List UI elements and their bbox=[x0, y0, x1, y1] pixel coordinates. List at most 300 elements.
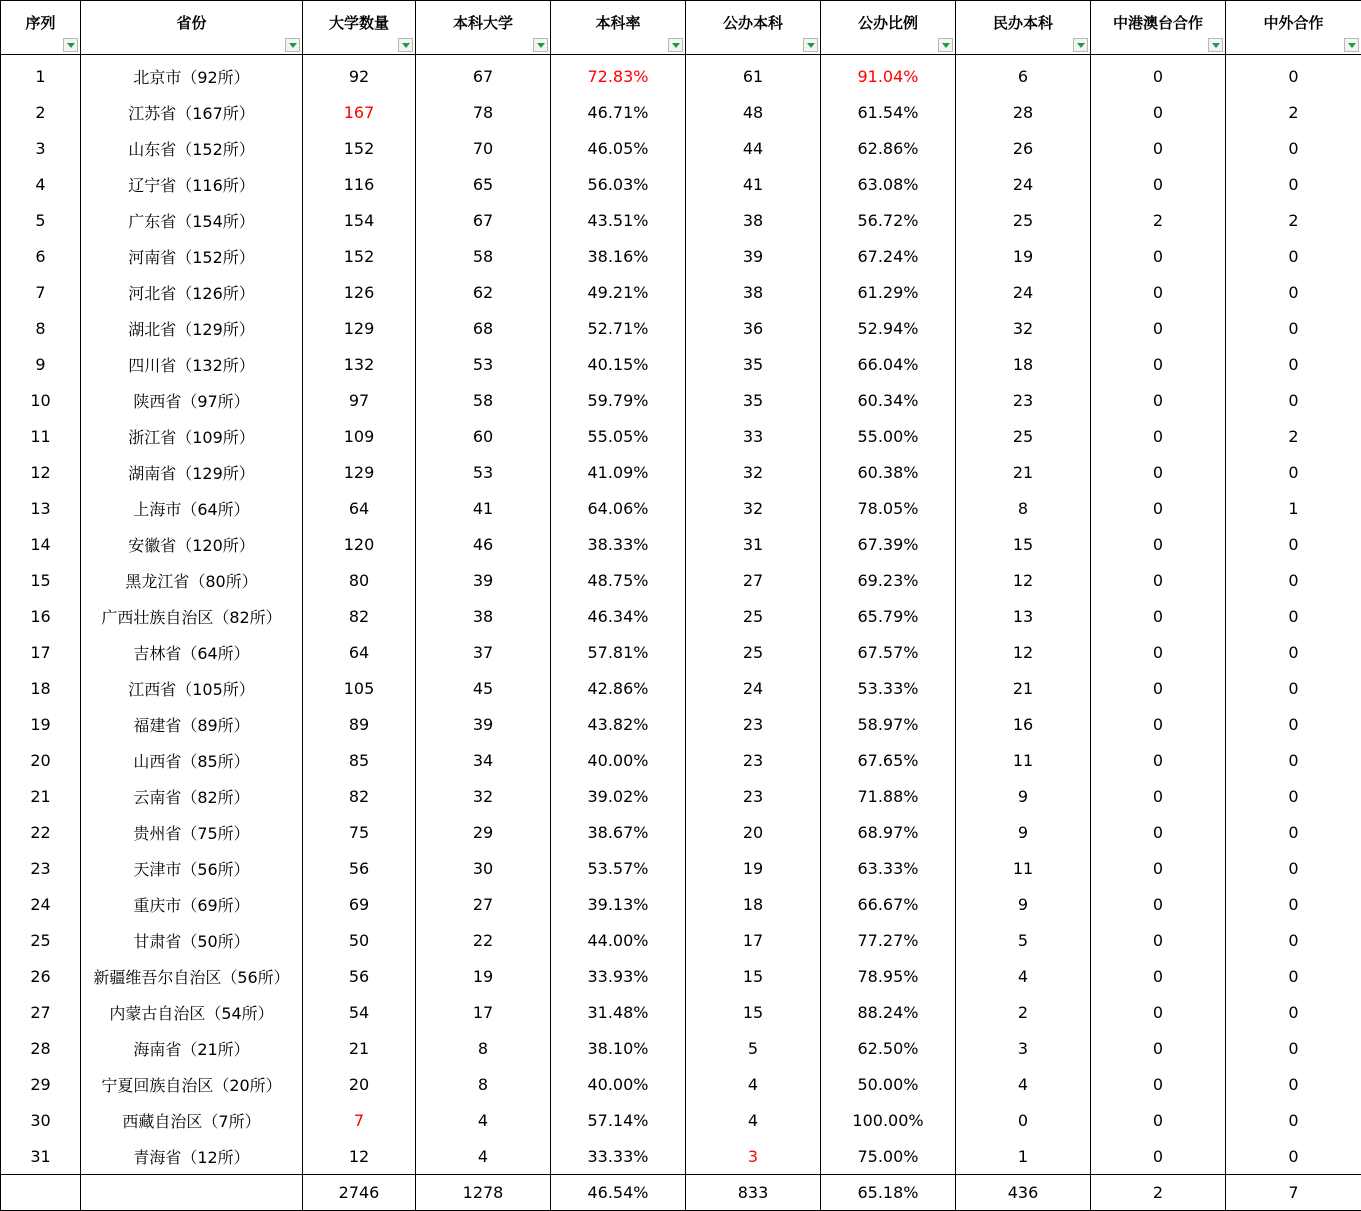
table-cell[interactable]: 0 bbox=[1091, 166, 1226, 202]
table-cell[interactable]: 0 bbox=[1091, 886, 1226, 922]
table-cell[interactable]: 0 bbox=[1226, 850, 1361, 886]
table-cell[interactable]: 19 bbox=[1, 706, 81, 742]
table-cell[interactable]: 0 bbox=[1091, 814, 1226, 850]
table-cell[interactable]: 0 bbox=[1226, 166, 1361, 202]
table-cell[interactable]: 0 bbox=[1091, 526, 1226, 562]
table-cell[interactable]: 0 bbox=[1091, 55, 1226, 95]
table-cell[interactable]: 14 bbox=[1, 526, 81, 562]
table-cell[interactable]: 12 bbox=[956, 562, 1091, 598]
total-cell[interactable] bbox=[1, 1175, 81, 1211]
table-cell[interactable]: 92 bbox=[303, 55, 416, 95]
table-cell[interactable]: 35 bbox=[686, 382, 821, 418]
table-cell[interactable]: 4 bbox=[956, 958, 1091, 994]
table-cell[interactable]: 0 bbox=[1226, 706, 1361, 742]
table-cell[interactable]: 56.72% bbox=[821, 202, 956, 238]
table-cell[interactable]: 5 bbox=[1, 202, 81, 238]
table-cell[interactable]: 57.14% bbox=[551, 1102, 686, 1138]
table-cell[interactable]: 3 bbox=[956, 1030, 1091, 1066]
table-cell[interactable]: 4 bbox=[686, 1102, 821, 1138]
filter-dropdown-icon[interactable] bbox=[668, 38, 683, 52]
table-cell[interactable]: 56.03% bbox=[551, 166, 686, 202]
table-cell[interactable]: 11 bbox=[956, 850, 1091, 886]
table-cell[interactable]: 39.13% bbox=[551, 886, 686, 922]
table-cell[interactable]: 0 bbox=[1226, 1066, 1361, 1102]
table-cell[interactable]: 17 bbox=[416, 994, 551, 1030]
table-cell[interactable]: 山西省（85所） bbox=[81, 742, 303, 778]
table-cell[interactable]: 62.50% bbox=[821, 1030, 956, 1066]
table-cell[interactable]: 66.67% bbox=[821, 886, 956, 922]
table-cell[interactable]: 97 bbox=[303, 382, 416, 418]
table-cell[interactable]: 38 bbox=[686, 202, 821, 238]
table-cell[interactable]: 67.24% bbox=[821, 238, 956, 274]
table-cell[interactable]: 64 bbox=[303, 634, 416, 670]
table-cell[interactable]: 13 bbox=[956, 598, 1091, 634]
table-cell[interactable]: 54 bbox=[303, 994, 416, 1030]
table-cell[interactable]: 48.75% bbox=[551, 562, 686, 598]
table-cell[interactable]: 69.23% bbox=[821, 562, 956, 598]
table-cell[interactable]: 36 bbox=[686, 310, 821, 346]
table-cell[interactable]: 41 bbox=[416, 490, 551, 526]
table-cell[interactable]: 40.00% bbox=[551, 742, 686, 778]
table-cell[interactable]: 24 bbox=[956, 166, 1091, 202]
table-cell[interactable]: 江苏省（167所） bbox=[81, 94, 303, 130]
table-cell[interactable]: 青海省（12所） bbox=[81, 1138, 303, 1175]
table-cell[interactable]: 46.34% bbox=[551, 598, 686, 634]
table-cell[interactable]: 72.83% bbox=[551, 55, 686, 95]
table-cell[interactable]: 0 bbox=[1091, 1102, 1226, 1138]
table-cell[interactable]: 23 bbox=[686, 778, 821, 814]
table-cell[interactable]: 126 bbox=[303, 274, 416, 310]
table-cell[interactable]: 38 bbox=[686, 274, 821, 310]
table-cell[interactable]: 12 bbox=[303, 1138, 416, 1175]
table-cell[interactable]: 46 bbox=[416, 526, 551, 562]
table-cell[interactable]: 黑龙江省（80所） bbox=[81, 562, 303, 598]
table-cell[interactable]: 湖南省（129所） bbox=[81, 454, 303, 490]
table-cell[interactable]: 云南省（82所） bbox=[81, 778, 303, 814]
table-cell[interactable]: 24 bbox=[686, 670, 821, 706]
table-cell[interactable]: 0 bbox=[1091, 994, 1226, 1030]
table-cell[interactable]: 辽宁省（116所） bbox=[81, 166, 303, 202]
table-cell[interactable]: 27 bbox=[416, 886, 551, 922]
table-cell[interactable]: 48 bbox=[686, 94, 821, 130]
table-cell[interactable]: 116 bbox=[303, 166, 416, 202]
table-cell[interactable]: 25 bbox=[956, 202, 1091, 238]
table-cell[interactable]: 湖北省（129所） bbox=[81, 310, 303, 346]
filter-dropdown-icon[interactable] bbox=[803, 38, 818, 52]
table-cell[interactable]: 50 bbox=[303, 922, 416, 958]
table-cell[interactable]: 0 bbox=[1226, 1138, 1361, 1175]
table-cell[interactable]: 4 bbox=[956, 1066, 1091, 1102]
table-cell[interactable]: 天津市（56所） bbox=[81, 850, 303, 886]
filter-dropdown-icon[interactable] bbox=[285, 38, 300, 52]
table-cell[interactable]: 24 bbox=[1, 886, 81, 922]
table-cell[interactable]: 65.79% bbox=[821, 598, 956, 634]
table-cell[interactable]: 67.39% bbox=[821, 526, 956, 562]
table-cell[interactable]: 46.71% bbox=[551, 94, 686, 130]
table-cell[interactable]: 35 bbox=[686, 346, 821, 382]
table-cell[interactable]: 0 bbox=[956, 1102, 1091, 1138]
total-cell[interactable]: 2 bbox=[1091, 1175, 1226, 1211]
table-cell[interactable]: 40.15% bbox=[551, 346, 686, 382]
table-cell[interactable]: 69 bbox=[303, 886, 416, 922]
table-cell[interactable]: 41 bbox=[686, 166, 821, 202]
table-cell[interactable]: 0 bbox=[1091, 130, 1226, 166]
table-cell[interactable]: 21 bbox=[1, 778, 81, 814]
table-cell[interactable]: 15 bbox=[686, 994, 821, 1030]
table-cell[interactable]: 167 bbox=[303, 94, 416, 130]
table-cell[interactable]: 15 bbox=[686, 958, 821, 994]
table-cell[interactable]: 7 bbox=[1, 274, 81, 310]
table-cell[interactable]: 0 bbox=[1091, 310, 1226, 346]
table-cell[interactable]: 0 bbox=[1091, 454, 1226, 490]
table-cell[interactable]: 23 bbox=[956, 382, 1091, 418]
table-cell[interactable]: 11 bbox=[1, 418, 81, 454]
table-cell[interactable]: 0 bbox=[1226, 238, 1361, 274]
table-cell[interactable]: 福建省（89所） bbox=[81, 706, 303, 742]
table-cell[interactable]: 4 bbox=[1, 166, 81, 202]
table-cell[interactable]: 0 bbox=[1091, 346, 1226, 382]
table-cell[interactable]: 53.33% bbox=[821, 670, 956, 706]
table-cell[interactable]: 0 bbox=[1091, 922, 1226, 958]
table-cell[interactable]: 78 bbox=[416, 94, 551, 130]
table-cell[interactable]: 39 bbox=[686, 238, 821, 274]
table-cell[interactable]: 53.57% bbox=[551, 850, 686, 886]
table-cell[interactable]: 33.33% bbox=[551, 1138, 686, 1175]
table-cell[interactable]: 78.95% bbox=[821, 958, 956, 994]
table-cell[interactable]: 63.33% bbox=[821, 850, 956, 886]
filter-dropdown-icon[interactable] bbox=[1073, 38, 1088, 52]
table-cell[interactable]: 0 bbox=[1226, 598, 1361, 634]
table-cell[interactable]: 2 bbox=[1226, 418, 1361, 454]
table-cell[interactable]: 82 bbox=[303, 598, 416, 634]
table-cell[interactable]: 19 bbox=[416, 958, 551, 994]
table-cell[interactable]: 61 bbox=[686, 55, 821, 95]
table-cell[interactable]: 0 bbox=[1226, 1030, 1361, 1066]
table-cell[interactable]: 0 bbox=[1226, 55, 1361, 95]
table-cell[interactable]: 15 bbox=[1, 562, 81, 598]
table-cell[interactable]: 29 bbox=[1, 1066, 81, 1102]
table-cell[interactable]: 22 bbox=[416, 922, 551, 958]
table-cell[interactable]: 贵州省（75所） bbox=[81, 814, 303, 850]
table-cell[interactable]: 43.82% bbox=[551, 706, 686, 742]
table-cell[interactable]: 0 bbox=[1226, 526, 1361, 562]
table-cell[interactable]: 52.71% bbox=[551, 310, 686, 346]
table-cell[interactable]: 0 bbox=[1226, 814, 1361, 850]
table-cell[interactable]: 129 bbox=[303, 310, 416, 346]
table-cell[interactable]: 重庆市（69所） bbox=[81, 886, 303, 922]
table-cell[interactable]: 32 bbox=[416, 778, 551, 814]
table-cell[interactable]: 0 bbox=[1091, 94, 1226, 130]
table-cell[interactable]: 16 bbox=[956, 706, 1091, 742]
table-cell[interactable]: 30 bbox=[416, 850, 551, 886]
table-cell[interactable]: 64.06% bbox=[551, 490, 686, 526]
table-cell[interactable]: 23 bbox=[686, 742, 821, 778]
table-cell[interactable]: 7 bbox=[303, 1102, 416, 1138]
table-cell[interactable]: 1 bbox=[1226, 490, 1361, 526]
table-cell[interactable]: 17 bbox=[1, 634, 81, 670]
table-cell[interactable]: 0 bbox=[1226, 634, 1361, 670]
table-cell[interactable]: 61.54% bbox=[821, 94, 956, 130]
total-cell[interactable]: 65.18% bbox=[821, 1175, 956, 1211]
table-cell[interactable]: 0 bbox=[1091, 1138, 1226, 1175]
table-cell[interactable]: 4 bbox=[416, 1102, 551, 1138]
table-cell[interactable]: 0 bbox=[1226, 778, 1361, 814]
table-cell[interactable]: 8 bbox=[416, 1030, 551, 1066]
table-cell[interactable]: 江西省（105所） bbox=[81, 670, 303, 706]
table-cell[interactable]: 89 bbox=[303, 706, 416, 742]
table-cell[interactable]: 53 bbox=[416, 346, 551, 382]
table-cell[interactable]: 32 bbox=[686, 454, 821, 490]
table-cell[interactable]: 61.29% bbox=[821, 274, 956, 310]
table-cell[interactable]: 0 bbox=[1226, 382, 1361, 418]
table-cell[interactable]: 6 bbox=[956, 55, 1091, 95]
table-cell[interactable]: 58.97% bbox=[821, 706, 956, 742]
table-cell[interactable]: 0 bbox=[1226, 670, 1361, 706]
table-cell[interactable]: 13 bbox=[1, 490, 81, 526]
table-cell[interactable]: 109 bbox=[303, 418, 416, 454]
table-cell[interactable]: 0 bbox=[1091, 742, 1226, 778]
table-cell[interactable]: 23 bbox=[686, 706, 821, 742]
table-cell[interactable]: 66.04% bbox=[821, 346, 956, 382]
table-cell[interactable]: 0 bbox=[1091, 1066, 1226, 1102]
table-cell[interactable]: 132 bbox=[303, 346, 416, 382]
table-cell[interactable]: 21 bbox=[956, 454, 1091, 490]
table-cell[interactable]: 62.86% bbox=[821, 130, 956, 166]
table-cell[interactable]: 8 bbox=[416, 1066, 551, 1102]
table-cell[interactable]: 50.00% bbox=[821, 1066, 956, 1102]
table-cell[interactable]: 75 bbox=[303, 814, 416, 850]
table-cell[interactable]: 广东省（154所） bbox=[81, 202, 303, 238]
table-cell[interactable]: 59.79% bbox=[551, 382, 686, 418]
table-cell[interactable]: 42.86% bbox=[551, 670, 686, 706]
table-cell[interactable]: 37 bbox=[416, 634, 551, 670]
table-cell[interactable]: 67 bbox=[416, 202, 551, 238]
table-cell[interactable]: 0 bbox=[1091, 706, 1226, 742]
table-cell[interactable]: 80 bbox=[303, 562, 416, 598]
table-cell[interactable]: 77.27% bbox=[821, 922, 956, 958]
table-cell[interactable]: 27 bbox=[686, 562, 821, 598]
table-cell[interactable]: 9 bbox=[1, 346, 81, 382]
table-cell[interactable]: 62 bbox=[416, 274, 551, 310]
table-cell[interactable]: 安徽省（120所） bbox=[81, 526, 303, 562]
table-cell[interactable]: 0 bbox=[1091, 382, 1226, 418]
table-cell[interactable]: 0 bbox=[1226, 886, 1361, 922]
table-cell[interactable]: 2 bbox=[1226, 202, 1361, 238]
table-cell[interactable]: 68 bbox=[416, 310, 551, 346]
table-cell[interactable]: 12 bbox=[956, 634, 1091, 670]
table-cell[interactable]: 新疆维吾尔自治区（56所） bbox=[81, 958, 303, 994]
table-cell[interactable]: 0 bbox=[1091, 958, 1226, 994]
table-cell[interactable]: 10 bbox=[1, 382, 81, 418]
table-cell[interactable]: 2 bbox=[956, 994, 1091, 1030]
table-cell[interactable]: 38.10% bbox=[551, 1030, 686, 1066]
total-cell[interactable]: 7 bbox=[1226, 1175, 1361, 1211]
table-cell[interactable]: 0 bbox=[1226, 274, 1361, 310]
table-cell[interactable]: 56 bbox=[303, 958, 416, 994]
table-cell[interactable]: 海南省（21所） bbox=[81, 1030, 303, 1066]
table-cell[interactable]: 39.02% bbox=[551, 778, 686, 814]
table-cell[interactable]: 58 bbox=[416, 382, 551, 418]
table-cell[interactable]: 0 bbox=[1226, 454, 1361, 490]
table-cell[interactable]: 6 bbox=[1, 238, 81, 274]
table-cell[interactable]: 34 bbox=[416, 742, 551, 778]
table-cell[interactable]: 33.93% bbox=[551, 958, 686, 994]
table-cell[interactable]: 20 bbox=[686, 814, 821, 850]
table-cell[interactable]: 25 bbox=[956, 418, 1091, 454]
table-cell[interactable]: 88.24% bbox=[821, 994, 956, 1030]
table-cell[interactable]: 57.81% bbox=[551, 634, 686, 670]
table-cell[interactable]: 38.33% bbox=[551, 526, 686, 562]
table-cell[interactable]: 60.34% bbox=[821, 382, 956, 418]
table-cell[interactable]: 18 bbox=[956, 346, 1091, 382]
table-cell[interactable]: 19 bbox=[686, 850, 821, 886]
table-cell[interactable]: 30 bbox=[1, 1102, 81, 1138]
total-cell[interactable]: 2746 bbox=[303, 1175, 416, 1211]
table-cell[interactable]: 5 bbox=[956, 922, 1091, 958]
total-cell[interactable]: 436 bbox=[956, 1175, 1091, 1211]
table-cell[interactable]: 29 bbox=[416, 814, 551, 850]
table-cell[interactable]: 45 bbox=[416, 670, 551, 706]
table-cell[interactable]: 31 bbox=[1, 1138, 81, 1175]
table-cell[interactable]: 2 bbox=[1091, 202, 1226, 238]
table-cell[interactable]: 154 bbox=[303, 202, 416, 238]
table-cell[interactable]: 129 bbox=[303, 454, 416, 490]
table-cell[interactable]: 67 bbox=[416, 55, 551, 95]
table-cell[interactable]: 56 bbox=[303, 850, 416, 886]
total-cell[interactable]: 1278 bbox=[416, 1175, 551, 1211]
table-cell[interactable]: 49.21% bbox=[551, 274, 686, 310]
table-cell[interactable]: 四川省（132所） bbox=[81, 346, 303, 382]
table-cell[interactable]: 31 bbox=[686, 526, 821, 562]
table-cell[interactable]: 46.05% bbox=[551, 130, 686, 166]
table-cell[interactable]: 60 bbox=[416, 418, 551, 454]
table-cell[interactable]: 8 bbox=[1, 310, 81, 346]
table-cell[interactable]: 0 bbox=[1226, 742, 1361, 778]
table-cell[interactable]: 20 bbox=[303, 1066, 416, 1102]
table-cell[interactable]: 91.04% bbox=[821, 55, 956, 95]
table-cell[interactable]: 32 bbox=[956, 310, 1091, 346]
table-cell[interactable]: 21 bbox=[303, 1030, 416, 1066]
table-cell[interactable]: 38.67% bbox=[551, 814, 686, 850]
table-cell[interactable]: 0 bbox=[1226, 130, 1361, 166]
table-cell[interactable]: 18 bbox=[686, 886, 821, 922]
table-cell[interactable]: 吉林省（64所） bbox=[81, 634, 303, 670]
table-cell[interactable]: 68.97% bbox=[821, 814, 956, 850]
table-cell[interactable]: 0 bbox=[1091, 598, 1226, 634]
table-cell[interactable]: 0 bbox=[1091, 490, 1226, 526]
table-cell[interactable]: 河南省（152所） bbox=[81, 238, 303, 274]
filter-dropdown-icon[interactable] bbox=[938, 38, 953, 52]
table-cell[interactable]: 2 bbox=[1226, 94, 1361, 130]
table-cell[interactable]: 山东省（152所） bbox=[81, 130, 303, 166]
table-cell[interactable]: 0 bbox=[1226, 346, 1361, 382]
table-cell[interactable]: 内蒙古自治区（54所） bbox=[81, 994, 303, 1030]
table-cell[interactable]: 0 bbox=[1226, 1102, 1361, 1138]
table-cell[interactable]: 82 bbox=[303, 778, 416, 814]
table-cell[interactable]: 0 bbox=[1091, 238, 1226, 274]
table-cell[interactable]: 25 bbox=[1, 922, 81, 958]
table-cell[interactable]: 9 bbox=[956, 886, 1091, 922]
table-cell[interactable]: 58 bbox=[416, 238, 551, 274]
table-cell[interactable]: 3 bbox=[1, 130, 81, 166]
table-cell[interactable]: 55.05% bbox=[551, 418, 686, 454]
table-cell[interactable]: 78.05% bbox=[821, 490, 956, 526]
table-cell[interactable]: 23 bbox=[1, 850, 81, 886]
table-cell[interactable]: 70 bbox=[416, 130, 551, 166]
table-cell[interactable]: 26 bbox=[1, 958, 81, 994]
table-cell[interactable]: 31.48% bbox=[551, 994, 686, 1030]
table-cell[interactable]: 152 bbox=[303, 238, 416, 274]
table-cell[interactable]: 1 bbox=[1, 55, 81, 95]
table-cell[interactable]: 52.94% bbox=[821, 310, 956, 346]
table-cell[interactable]: 41.09% bbox=[551, 454, 686, 490]
table-cell[interactable]: 120 bbox=[303, 526, 416, 562]
filter-dropdown-icon[interactable] bbox=[63, 38, 78, 52]
table-cell[interactable]: 100.00% bbox=[821, 1102, 956, 1138]
table-cell[interactable]: 0 bbox=[1091, 1030, 1226, 1066]
table-cell[interactable]: 0 bbox=[1091, 562, 1226, 598]
table-cell[interactable]: 25 bbox=[686, 634, 821, 670]
table-cell[interactable]: 85 bbox=[303, 742, 416, 778]
table-cell[interactable]: 32 bbox=[686, 490, 821, 526]
table-cell[interactable]: 44 bbox=[686, 130, 821, 166]
table-cell[interactable]: 22 bbox=[1, 814, 81, 850]
table-cell[interactable]: 60.38% bbox=[821, 454, 956, 490]
table-cell[interactable]: 8 bbox=[956, 490, 1091, 526]
table-cell[interactable]: 39 bbox=[416, 562, 551, 598]
table-cell[interactable]: 21 bbox=[956, 670, 1091, 706]
filter-dropdown-icon[interactable] bbox=[1344, 38, 1359, 52]
table-cell[interactable]: 44.00% bbox=[551, 922, 686, 958]
table-cell[interactable]: 20 bbox=[1, 742, 81, 778]
table-cell[interactable]: 19 bbox=[956, 238, 1091, 274]
table-cell[interactable]: 71.88% bbox=[821, 778, 956, 814]
table-cell[interactable]: 宁夏回族自治区（20所） bbox=[81, 1066, 303, 1102]
table-cell[interactable]: 26 bbox=[956, 130, 1091, 166]
table-cell[interactable]: 4 bbox=[686, 1066, 821, 1102]
table-cell[interactable]: 152 bbox=[303, 130, 416, 166]
table-cell[interactable]: 0 bbox=[1091, 670, 1226, 706]
table-cell[interactable]: 67.65% bbox=[821, 742, 956, 778]
table-cell[interactable]: 105 bbox=[303, 670, 416, 706]
table-cell[interactable]: 浙江省（109所） bbox=[81, 418, 303, 454]
table-cell[interactable]: 75.00% bbox=[821, 1138, 956, 1175]
table-cell[interactable]: 上海市（64所） bbox=[81, 490, 303, 526]
table-cell[interactable]: 53 bbox=[416, 454, 551, 490]
table-cell[interactable]: 0 bbox=[1226, 994, 1361, 1030]
table-cell[interactable]: 67.57% bbox=[821, 634, 956, 670]
total-cell[interactable]: 46.54% bbox=[551, 1175, 686, 1211]
filter-dropdown-icon[interactable] bbox=[533, 38, 548, 52]
table-cell[interactable]: 广西壮族自治区（82所） bbox=[81, 598, 303, 634]
table-cell[interactable]: 39 bbox=[416, 706, 551, 742]
table-cell[interactable]: 43.51% bbox=[551, 202, 686, 238]
table-cell[interactable]: 55.00% bbox=[821, 418, 956, 454]
table-cell[interactable]: 0 bbox=[1091, 274, 1226, 310]
filter-dropdown-icon[interactable] bbox=[1208, 38, 1223, 52]
table-cell[interactable]: 0 bbox=[1226, 562, 1361, 598]
table-cell[interactable]: 0 bbox=[1226, 958, 1361, 994]
total-cell[interactable]: 833 bbox=[686, 1175, 821, 1211]
table-cell[interactable]: 0 bbox=[1091, 778, 1226, 814]
table-cell[interactable]: 33 bbox=[686, 418, 821, 454]
total-cell[interactable] bbox=[81, 1175, 303, 1211]
table-cell[interactable]: 28 bbox=[956, 94, 1091, 130]
table-cell[interactable]: 11 bbox=[956, 742, 1091, 778]
table-cell[interactable]: 65 bbox=[416, 166, 551, 202]
table-cell[interactable]: 27 bbox=[1, 994, 81, 1030]
table-cell[interactable]: 0 bbox=[1091, 634, 1226, 670]
